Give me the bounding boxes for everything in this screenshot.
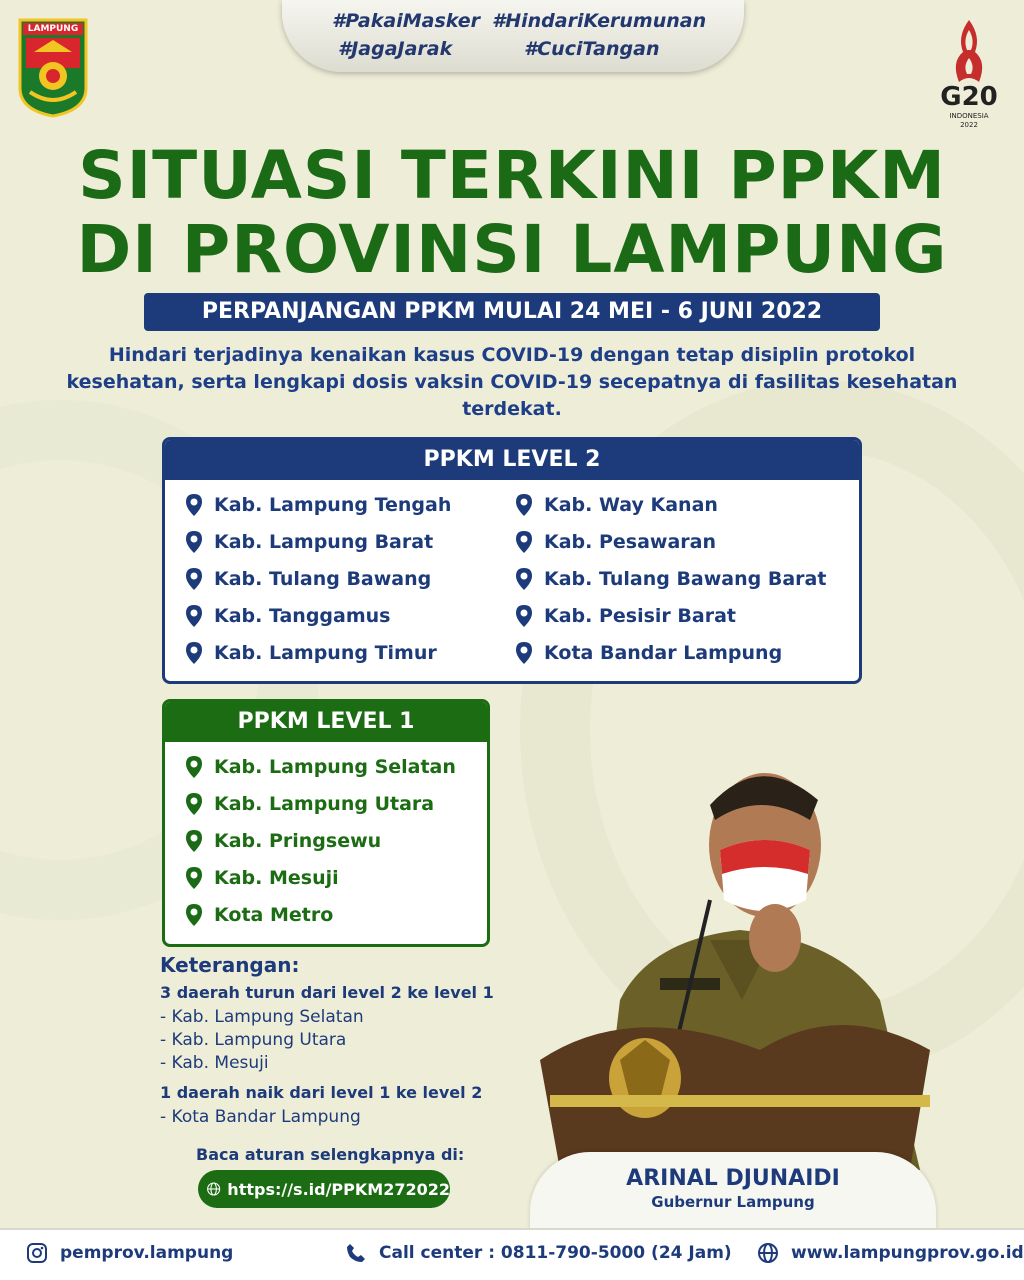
region-item — [515, 493, 718, 517]
notes-up-heading: 1 daerah naik dari level 1 ke level 2 — [160, 1083, 483, 1102]
region-name: Kab. Way Kanan — [544, 494, 718, 516]
hashtag: #JagaJarak — [338, 38, 453, 60]
governor-caption — [530, 1152, 936, 1230]
footer-website[interactable] — [757, 1242, 1024, 1264]
region-name: Kab. Lampung Barat — [214, 531, 434, 553]
link-text: https://s.id/PPKM272022 — [227, 1179, 450, 1199]
notes-heading: Keterangan: — [160, 953, 300, 977]
callcenter-text: Call center : 0811-790-5000 (24 Jam) — [379, 1243, 732, 1263]
region-name: Kota Metro — [214, 904, 334, 926]
region-item — [185, 493, 451, 517]
notes-item: - Kota Bandar Lampung — [160, 1107, 361, 1127]
footer-instagram[interactable] — [26, 1242, 233, 1264]
region-name: Kab. Pringsewu — [214, 830, 382, 852]
instagram-handle: pemprov.lampung — [60, 1243, 234, 1263]
page-title-line2: DI PROVINSI LAMPUNG — [76, 211, 948, 288]
notes-item: - Kab. Lampung Selatan — [160, 1007, 364, 1027]
region-name: Kab. Lampung Utara — [214, 793, 435, 815]
region-item — [185, 641, 437, 665]
region-item — [185, 530, 433, 554]
region-item — [185, 829, 381, 853]
location-pin-icon — [185, 829, 203, 853]
hashtag: #HindariKerumunan — [492, 10, 707, 32]
region-item — [185, 567, 431, 591]
level1-box — [162, 699, 490, 947]
region-name: Kab. Pesisir Barat — [544, 605, 736, 627]
location-pin-icon — [515, 530, 533, 554]
location-pin-icon — [185, 641, 203, 665]
governor-name: ARINAL DJUNAIDI — [626, 1166, 840, 1191]
hashtag: #CuciTangan — [524, 38, 660, 60]
region-name: Kab. Lampung Selatan — [214, 756, 456, 778]
footer-callcenter[interactable] — [345, 1242, 732, 1264]
globe-icon — [757, 1242, 779, 1264]
globe-icon — [206, 1175, 221, 1203]
phone-icon — [345, 1242, 367, 1264]
region-item — [185, 866, 339, 890]
region-item — [185, 903, 333, 927]
location-pin-icon — [185, 755, 203, 779]
region-item — [515, 641, 782, 665]
region-item — [515, 567, 826, 591]
level2-box — [162, 437, 862, 684]
notes-down-heading: 3 daerah turun dari level 2 ke level 1 — [160, 983, 494, 1002]
g20-year: 2022 — [960, 121, 978, 129]
footer — [0, 1228, 1024, 1280]
intro-text: Hindari terjadinya kenaikan kasus COVID-19 dengan tetap disiplin protokol kesehatan, serta lengkapi dosis vaksin COVID-19 secepatnya di fasilitas kesehatan terdekat. — [66, 344, 958, 420]
region-name: Kab. Lampung Tengah — [214, 494, 452, 516]
region-item — [185, 755, 456, 779]
location-pin-icon — [515, 567, 533, 591]
hashtag-banner — [282, 0, 744, 72]
location-pin-icon — [185, 866, 203, 890]
g20-ornament-icon — [925, 18, 1013, 88]
region-name: Kab. Lampung Timur — [214, 642, 437, 664]
website-text: www.lampungprov.go.id — [791, 1243, 1024, 1263]
location-pin-icon — [185, 792, 203, 816]
governor-role: Gubernur Lampung — [651, 1193, 815, 1211]
g20-text: G20 — [940, 82, 998, 112]
location-pin-icon — [515, 641, 533, 665]
region-name: Kab. Tulang Bawang Barat — [544, 568, 827, 590]
location-pin-icon — [515, 493, 533, 517]
g20-logo — [925, 18, 1013, 130]
location-pin-icon — [185, 530, 203, 554]
level1-title: PPKM LEVEL 1 — [165, 702, 487, 742]
region-item — [515, 604, 736, 628]
logo-text: LAMPUNG — [27, 24, 79, 34]
region-item — [515, 530, 716, 554]
regulation-link[interactable] — [198, 1170, 450, 1208]
location-pin-icon — [515, 604, 533, 628]
region-item — [185, 792, 434, 816]
location-pin-icon — [185, 604, 203, 628]
region-name: Kab. Pesawaran — [544, 531, 717, 553]
g20-country: INDONESIA — [949, 112, 989, 120]
region-name: Kota Bandar Lampung — [544, 642, 783, 664]
read-more-label: Baca aturan selengkapnya di: — [196, 1145, 465, 1164]
location-pin-icon — [185, 493, 203, 517]
governor-photo — [510, 750, 950, 1170]
location-pin-icon — [185, 903, 203, 927]
notes-item: - Kab. Mesuji — [160, 1053, 269, 1073]
region-name: Kab. Tanggamus — [214, 605, 391, 627]
region-item — [185, 604, 391, 628]
lampung-logo — [18, 18, 88, 118]
level2-title: PPKM LEVEL 2 — [165, 440, 859, 480]
region-name: Kab. Mesuji — [214, 867, 339, 889]
instagram-icon — [26, 1242, 48, 1264]
page-title: SITUASI TERKINI PPKM — [78, 137, 946, 214]
hashtag: #PakaiMasker — [332, 10, 480, 32]
notes-item: - Kab. Lampung Utara — [160, 1030, 347, 1050]
extension-banner: PERPANJANGAN PPKM MULAI 24 MEI - 6 JUNI 2022 — [144, 293, 880, 331]
location-pin-icon — [185, 567, 203, 591]
region-name: Kab. Tulang Bawang — [214, 568, 432, 590]
